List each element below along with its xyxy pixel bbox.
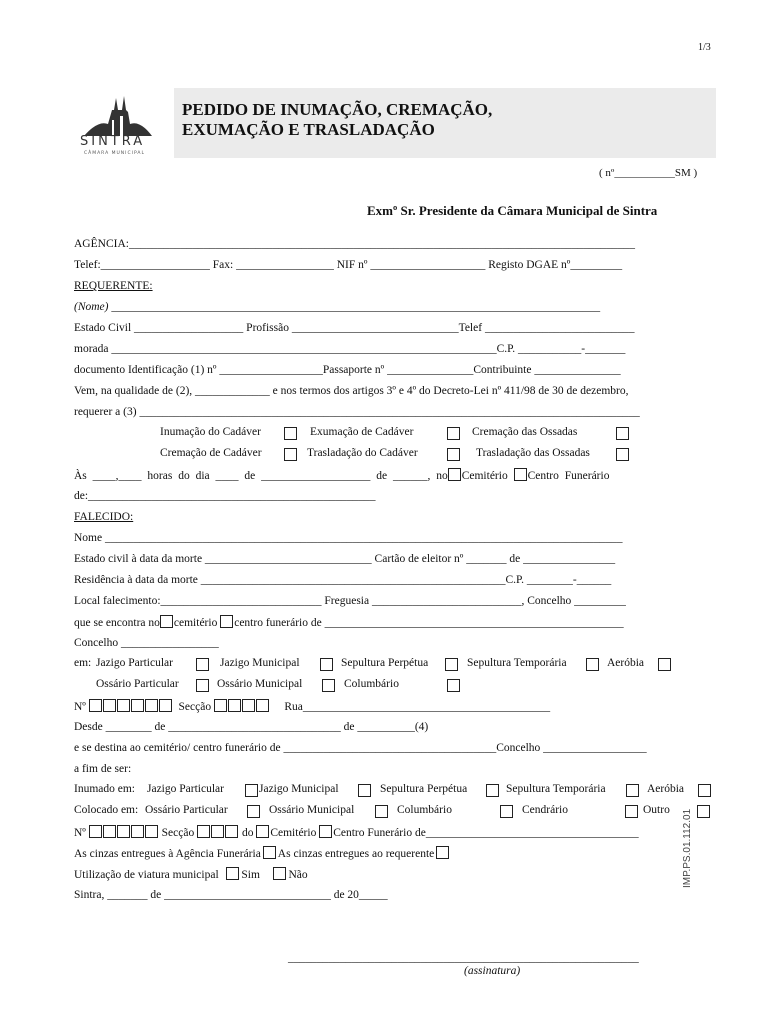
form-code: IMP.PS.01.112.01 (682, 808, 693, 888)
telef-fax-nif-line[interactable]: Telef:___________________ Fax: _________________ NIF nº ____________________ Registo DGAE nº_________ (74, 259, 623, 271)
option-label: Trasladação das Ossadas (476, 447, 590, 459)
sintra-palace-icon (78, 90, 156, 138)
checkbox-viatura-sim[interactable] (226, 867, 239, 880)
option-inumacao-cadaver[interactable] (160, 426, 261, 438)
addressee: Exmº Sr. Presidente da Câmara Municipal de Sintra (367, 203, 658, 218)
checkbox-viatura-nao[interactable] (273, 867, 286, 880)
documento-line[interactable]: documento Identificação (1) nº __________________Passaporte nº _______________Contribuinte _______________ (74, 364, 621, 376)
numero-seccao-rua-line[interactable] (74, 699, 550, 714)
colocado-outro: Outro (643, 804, 670, 816)
option-label: Inumação do Cadáver (160, 426, 261, 438)
em-ossario-particular: Ossário Particular (96, 678, 179, 690)
title-line-1: PEDIDO DE INUMAÇÃO, CREMAÇÃO, (182, 100, 493, 119)
nome-field[interactable]: _____________________________________________________________________________________ (111, 301, 601, 313)
checkbox-em-columbario[interactable] (447, 679, 460, 692)
inumado-label: Inumado em: (74, 783, 135, 795)
inumado-aerobia: Aeróbia (647, 783, 685, 795)
checkbox-inumacao-cadaver[interactable] (284, 427, 297, 440)
cemiterio-label: Cemitério (461, 470, 508, 482)
sintra-logo (78, 90, 156, 162)
rua-field[interactable]: Rua___________________________________________ (284, 701, 551, 713)
signature-label: (assinatura) (464, 965, 521, 977)
em-label: em: (74, 657, 92, 669)
checkbox-cinzas-agencia[interactable] (263, 846, 276, 859)
checkbox-colocado-cendrario[interactable] (625, 805, 638, 818)
falecido-nome-line[interactable]: Nome __________________________________________________________________________________________ (74, 532, 623, 544)
numero-label: Nº (74, 701, 86, 713)
falecido-estado-civil-line[interactable]: Estado civil à data da morte _____________________________ Cartão de eleitor nº _______ de ________________ (74, 553, 616, 565)
checkbox-cemiterio[interactable] (448, 468, 461, 481)
page-number: 1/3 (698, 42, 711, 53)
checkbox-cremacao-cadaver[interactable] (284, 448, 297, 461)
checkbox-colocado-ossario-particular[interactable] (247, 805, 260, 818)
seccao-label: Secção (178, 701, 212, 713)
falecido-encontra-line[interactable] (74, 615, 624, 630)
viatura-label: Utilização de viatura municipal (74, 869, 219, 881)
seccao-box[interactable] (197, 825, 210, 838)
checkbox-em-jazigo-municipal[interactable] (320, 658, 333, 671)
checkbox-inumado-sepultura-perpetua[interactable] (486, 784, 499, 797)
checkbox-cremacao-ossadas[interactable] (616, 427, 629, 440)
seccao-box[interactable] (211, 825, 224, 838)
falecido-concelho-line[interactable]: Concelho _________________ (74, 637, 219, 649)
nome-label: (Nome) (74, 301, 109, 313)
as-horas-line[interactable] (74, 468, 609, 483)
falecido-heading: FALECIDO: (74, 511, 134, 523)
checkbox-em-ossario-particular[interactable] (196, 679, 209, 692)
checkbox-colocado-outro[interactable] (697, 805, 710, 818)
colocado-ossario-particular: Ossário Particular (145, 804, 228, 816)
em-jazigo-municipal: Jazigo Municipal (220, 657, 300, 669)
em-columbario: Columbário (344, 678, 399, 690)
seccao-box[interactable] (228, 699, 241, 712)
cinzas-requerente-label: As cinzas entregues ao requerente (277, 848, 435, 860)
seccao-label: Secção (161, 827, 195, 839)
falecido-residencia-line[interactable]: Residência à data da morte _____________________________________________________C.P. ________-______ (74, 574, 612, 586)
option-label: Exumação de Cadáver (310, 426, 414, 438)
numero-box[interactable] (89, 825, 102, 838)
requerente-nome-row (74, 300, 600, 314)
checkbox-em-sepultura-temporaria[interactable] (586, 658, 599, 671)
destina-line[interactable]: e se destina ao cemitério/ centro funerário de _____________________________________Concelho __________________ (74, 742, 647, 754)
centro-funerario-label: Centro Funerário (527, 470, 610, 482)
checkbox-destino-cemiterio[interactable] (256, 825, 269, 838)
numero-label: Nº (74, 827, 86, 839)
reference-number: ( nº___________SM ) (599, 167, 698, 179)
option-trasladacao-ossadas[interactable] (476, 447, 590, 459)
title-line-2: EXUMAÇÃO E TRASLADAÇÃO (182, 120, 435, 139)
requerente-heading: REQUERENTE: (74, 280, 153, 292)
seccao-box[interactable] (214, 699, 227, 712)
numero-box[interactable] (89, 699, 102, 712)
checkbox-inumado-sepultura-temporaria[interactable] (626, 784, 639, 797)
option-label: Trasladação do Cadáver (307, 447, 418, 459)
option-trasladacao-cadaver[interactable] (307, 447, 418, 459)
numero-box[interactable] (159, 699, 172, 712)
option-cremacao-cadaver[interactable] (160, 447, 262, 459)
checkbox-em-jazigo-particular[interactable] (196, 658, 209, 671)
seccao-box[interactable] (256, 699, 269, 712)
logo-name: SINTRA (80, 134, 146, 149)
checkbox-encontra-cemiterio[interactable] (160, 615, 173, 628)
numero-box[interactable] (131, 699, 144, 712)
estado-civil-line[interactable]: Estado Civil ___________________ Profissão _____________________________Telef __________________________ (74, 322, 635, 334)
seccao-box[interactable] (242, 699, 255, 712)
checkbox-centro-funerario[interactable] (514, 468, 527, 481)
viatura-nao-label: Não (288, 869, 308, 881)
option-label: Cremação das Ossadas (472, 426, 578, 438)
title-box (174, 88, 716, 158)
em-ossario-municipal: Ossário Municipal (217, 678, 303, 690)
colocado-ossario-municipal: Ossário Municipal (269, 804, 355, 816)
inumado-jazigo-particular: Jazigo Particular (147, 783, 224, 795)
inumado-sepultura-perpetua: Sepultura Perpétua (380, 783, 468, 795)
destino-cemiterio-label: Cemitério (270, 827, 317, 839)
checkbox-colocado-columbario[interactable] (500, 805, 513, 818)
checkbox-colocado-ossario-municipal[interactable] (375, 805, 388, 818)
morada-line[interactable]: morada ___________________________________________________________________C.P. ___________-_______ (74, 343, 626, 355)
destino-centro-label[interactable]: Centro Funerário de_____________________________________ (333, 827, 639, 839)
vem-qualidade-line[interactable]: Vem, na qualidade de (2), _____________ e nos termos dos artigos 3º e 4º do Decreto-Lei nº 411/98 de 30 de dezembro, (74, 385, 629, 397)
cinzas-agencia-label: As cinzas entregues à Agência Funerária (74, 848, 261, 860)
numero-box[interactable] (117, 825, 130, 838)
numero-box[interactable] (103, 825, 116, 838)
inumado-jazigo-municipal: Jazigo Municipal (259, 783, 339, 795)
logo-subtitle: CÂMARA MUNICIPAL (84, 151, 145, 156)
option-label: Cremação de Cadáver (160, 447, 262, 459)
numero-seccao-destino-line[interactable] (74, 825, 639, 840)
agencia-field[interactable]: AGÊNCIA:________________________________________________________________________________________ (74, 238, 635, 250)
as-horas-text: Às ____,____ horas do dia ____ de ___________________ de ______, no (74, 470, 448, 482)
checkbox-inumado-aerobia[interactable] (698, 784, 711, 797)
checkbox-em-sepultura-perpetua[interactable] (445, 658, 458, 671)
seccao-box[interactable] (225, 825, 238, 838)
em-aerobia: Aeróbia (607, 657, 645, 669)
em-sepultura-perpetua: Sepultura Perpétua (341, 657, 429, 669)
inumado-sepultura-temporaria: Sepultura Temporária (506, 783, 606, 795)
do-label: do (241, 827, 254, 839)
numero-box[interactable] (145, 699, 158, 712)
de-line[interactable]: de:__________________________________________________ (74, 490, 376, 502)
numero-box[interactable] (145, 825, 158, 838)
encontra-centro-label: centro funerário de ____________________________________________________ (234, 617, 624, 629)
signature-field[interactable]: _____________________________________________________________ (288, 952, 639, 964)
checkbox-cinzas-requerente[interactable] (436, 846, 449, 859)
desde-line[interactable]: Desde ________ de ______________________________ de __________(4) (74, 721, 429, 733)
colocado-label: Colocado em: (74, 804, 139, 816)
em-jazigo-particular: Jazigo Particular (96, 657, 173, 669)
checkbox-trasladacao-ossadas[interactable] (616, 448, 629, 461)
form-title (182, 100, 492, 140)
checkbox-inumado-jazigo-municipal[interactable] (358, 784, 371, 797)
checkbox-encontra-centro[interactable] (220, 615, 233, 628)
checkbox-em-aerobia[interactable] (658, 658, 671, 671)
cinzas-line[interactable] (74, 846, 451, 861)
colocado-columbario: Columbário (397, 804, 452, 816)
viatura-line[interactable] (74, 867, 308, 882)
numero-box[interactable] (103, 699, 116, 712)
falecido-local-line[interactable]: Local falecimento:____________________________ Freguesia __________________________, Concelho _________ (74, 595, 626, 607)
encontra-text: que se encontra no (74, 617, 160, 629)
checkbox-inumado-jazigo-particular[interactable] (245, 784, 258, 797)
em-sepultura-temporaria: Sepultura Temporária (467, 657, 567, 669)
checkbox-exumacao-cadaver[interactable] (447, 427, 460, 440)
numero-box[interactable] (131, 825, 144, 838)
requerer-line[interactable]: requerer a (3) _______________________________________________________________________________________ (74, 406, 640, 418)
checkbox-trasladacao-cadaver[interactable] (447, 448, 460, 461)
option-exumacao-cadaver[interactable] (310, 426, 413, 438)
numero-box[interactable] (117, 699, 130, 712)
sintra-date-line[interactable]: Sintra, _______ de _____________________________ de 20_____ (74, 889, 388, 901)
colocado-cendrario: Cendrário (522, 804, 568, 816)
option-cremacao-ossadas[interactable] (472, 426, 577, 438)
viatura-sim-label: Sim (241, 869, 260, 881)
fim-de-ser-label: a fim de ser: (74, 763, 132, 775)
encontra-cemiterio-label: cemitério (173, 617, 218, 629)
checkbox-em-ossario-municipal[interactable] (322, 679, 335, 692)
checkbox-destino-centro[interactable] (319, 825, 332, 838)
